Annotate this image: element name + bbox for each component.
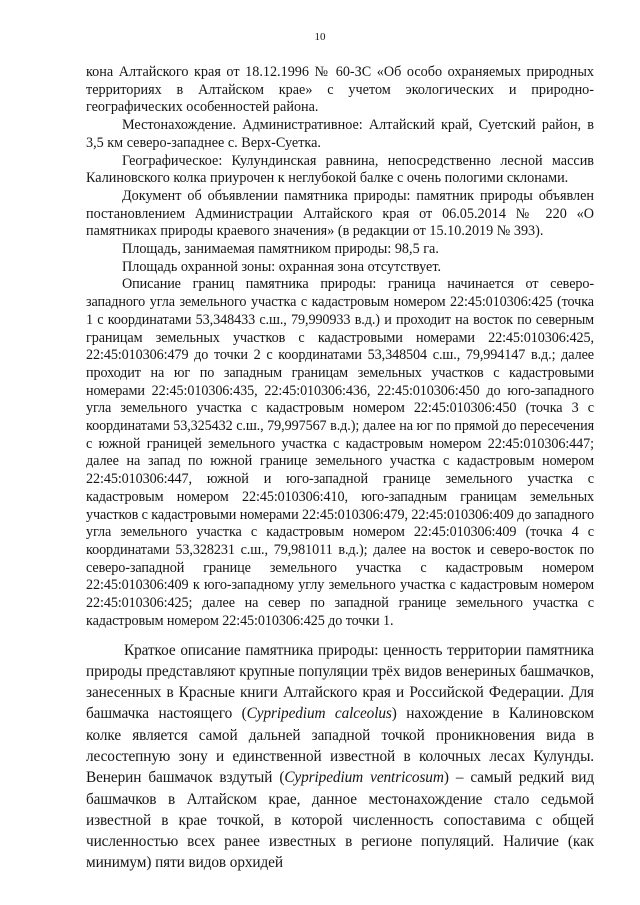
paragraph-declaration-document: Документ об объявлении памятника природы: памятник природы объявлен постановлением Администрации Алтайского края от 06.05.2014 № 220 «О памятниках природы краевого значения» (в редакции от 15.10.2019 № 393). <box>86 187 594 240</box>
short-description-text: ) – самый редкий вид башмачков в Алтайском крае, данное местонахождение стало седьмой известной в крае точкой, в которой численность сопоставима с общей численностью всех ранее известных в регионе популяций. Наличие (как минимум) пяти видов орхидей <box>86 769 595 872</box>
paragraph-short-description <box>86 640 594 874</box>
body-text <box>86 64 594 874</box>
paragraph-law-reference: кона Алтайского края от 18.12.1996 № 60-ЗС «Об особо охраняемых природных территориях в Алтайском крае» с учетом экологических и природно-географических особенностей района. <box>86 64 594 116</box>
paragraph-boundary-description: Описание границ памятника природы: граница начинается от северо-западного угла земельного участка с кадастровым номером 22:45:010306:425 (точка 1 с координатами 53,348433 с.ш., 79,990933 в.д.) и проходит на восток по северным границам земельных участков с кадастровыми номерами 22:45:010306:425, 22:45:010306:479 до точки 2 с координатами 53,348504 с.ш., 79,994147 в.д.; далее проходит на юг по западным границам земельных участков с кадастровыми номерами 22:45:010306:435, 22:45:010306:436, 22:45:010306:450 до юго-западного угла земельного участка с кадастровым номером 22:45:010306:450 (точка 3 с координатами 53,325432 с.ш., 79,997567 в.д.); далее на юг по прямой до пересечения с южной границей земельного участка с кадастровым номером 22:45:010306:447; далее на запад по южной границе земельного участка с кадастровым номером 22:45:010306:447, южной и юго-западной границе земельного участка с кадастровым номером 22:45:010306:410, юго-западным границам земельных участков с кадастровыми номерами 22:45:010306:479, 22:45:010306:409 до западного угла земельного участка с кадастровым номером 22:45:010306:409 (точка 4 с координатами 53,328231 с.ш., 79,981011 в.д.); далее на восток и северо-восток по северо-западной границе земельного участка с кадастровым номером 22:45:010306:409 к юго-западному углу земельного участка с кадастровым номером 22:45:010306:425; далее на север по западной границе земельного участка с кадастровым номером 22:45:010306:425 до точки 1. <box>86 276 594 629</box>
paragraph-buffer-zone: Площадь охранной зоны: охранная зона отсутствует. <box>122 258 442 275</box>
paragraph-location-administrative: Местонахождение. Административное: Алтайский край, Суетский район, в 3,5 км северо-западнее с. Верх-Суетка. <box>86 117 594 151</box>
short-description-text: Краткое описание памятника природы: ценность территории памятника природы представляют крупные популяции трёх видов венериных башмачков, занесенных в Красные книги Алтайского края и Российской Федерации. Для башмачка настоящего ( <box>86 641 594 723</box>
page-number: 10 <box>314 31 326 43</box>
short-description-text: ) нахождение в Калиновском колке является самой дальней западной точкой проникновения вида в лесостепную зону и единственной известной в колочных лесах Кулунды. Венерин башмачок вздутый ( <box>86 705 594 787</box>
paragraph-area: Площадь, занимаемая памятником природы: 98,5 га. <box>122 241 439 258</box>
paragraph-location-geographic: Географическое: Кулундинская равнина, непосредственно лесной массив Калиновского колка приурочен к неглубокой балке с очень пологими склонами. <box>86 152 594 187</box>
species-name-ventricosum: Cypripedium ventricosum <box>284 769 444 787</box>
species-name-calceolus: Cypripedium calceolus <box>246 705 392 723</box>
